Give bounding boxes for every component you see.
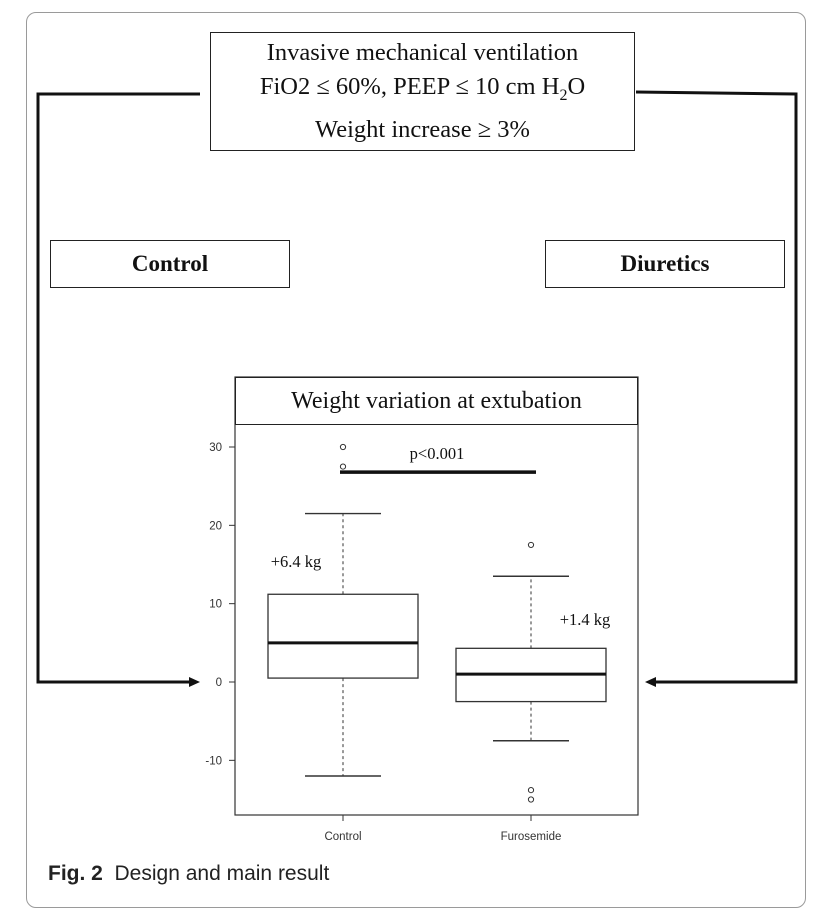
diuretics-group-box: [545, 240, 785, 288]
outlier-point: [528, 788, 533, 793]
criteria-line-1: Invasive mechanical ventilation: [266, 39, 579, 67]
outlier-point: [340, 444, 345, 449]
chart-title-box: [235, 377, 638, 425]
criteria-line-2-end: O: [567, 73, 586, 101]
right-connector-line: [636, 92, 796, 682]
right-arrowhead: [645, 677, 656, 687]
figure-caption-text: Design and main result: [114, 862, 330, 885]
control-mean-label: +6.4 kg: [270, 552, 322, 571]
iqr-box: [268, 594, 418, 678]
criteria-line-3: Weight increase ≥ 3%: [315, 115, 530, 143]
outlier-point: [340, 464, 345, 469]
left-connector-line: [38, 94, 200, 682]
criteria-line-2-subscript: 2: [559, 86, 568, 104]
criteria-line-2-main: FiO2 ≤ 60%, PEEP ≤ 10 cm H: [259, 73, 560, 101]
x-tick-label: Furosemide: [500, 831, 562, 843]
inclusion-criteria-box: [210, 32, 635, 151]
outlier-point: [528, 797, 533, 802]
diuretics-group-label: Diuretics: [620, 251, 710, 276]
figure-label: Fig. 2: [48, 862, 103, 885]
y-tick-label: -10: [205, 755, 222, 768]
criteria-line-2: [260, 70, 585, 113]
chart-title: Weight variation at extubation: [291, 387, 582, 414]
left-arrowhead: [189, 677, 200, 687]
furosemide-mean-label: +1.4 kg: [559, 610, 611, 629]
y-tick-label: 0: [215, 677, 222, 689]
y-tick-label: 20: [209, 520, 222, 533]
outlier-point: [528, 542, 533, 547]
p-value-label: p<0.001: [409, 444, 465, 464]
x-tick-label: Control: [324, 831, 362, 843]
y-tick-label: 30: [209, 442, 222, 454]
control-group-label: Control: [131, 251, 209, 276]
control-group-box: [50, 240, 290, 288]
y-tick-label: 10: [209, 598, 222, 611]
figure-caption: [48, 862, 329, 886]
